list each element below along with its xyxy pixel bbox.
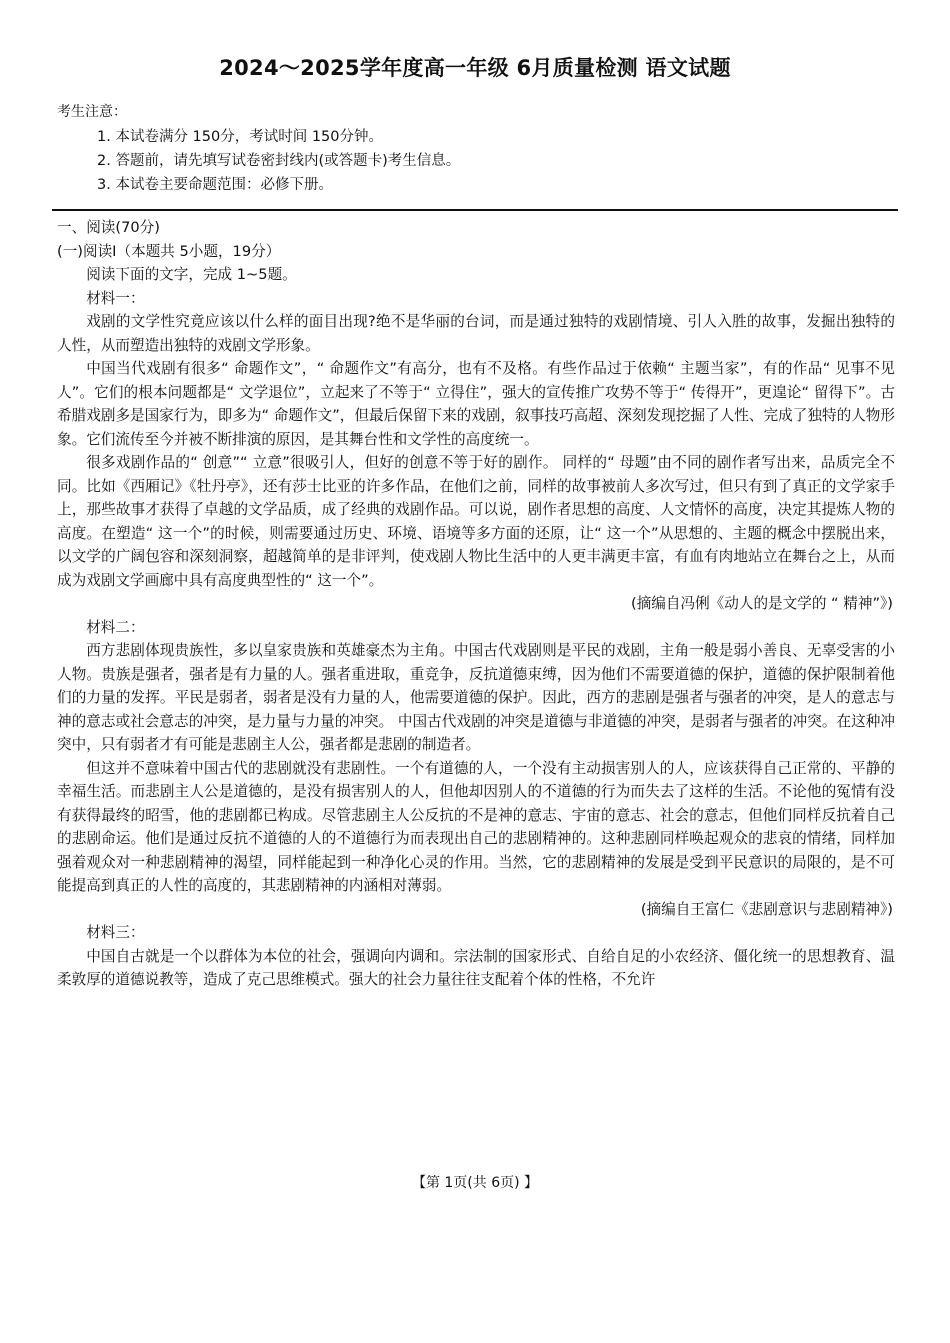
material-3-label: 材料三：: [86, 924, 145, 941]
section-heading: 一、阅读(70分): [57, 219, 160, 236]
material-2-label: 材料二：: [86, 618, 145, 636]
material-1-label: 材料一：: [86, 289, 145, 307]
paragraph: 但这并不意味着中国古代的悲剧就没有悲剧性。一个有道德的人，一个没有主动损害别人的人，应该获得自己正常的、平静的幸福生活。而悲剧主人公是道德的，是没有损害别人的人，但他却因别人的不道德的行为而失去了这样的生活。不论他的冤情有没有获得最终的昭雪，他的悲剧都已构成。尽管悲剧主人公反抗的不是神的意志、宇宙的意志、社会的意志，但他们同样反抗着自己的悲剧命运。他们是通过反抗不道德的人的不道德行为而表现出自己的悲剧精神的。这种悲剧同样唤起观众的悲哀的情绪，同样加强着观众对一种悲剧精神的渴望，同样能起到一种净化心灵的作用。当然，它的悲剧精神的发展是受到平民意识的局限的，是不可能提高到真正的人性的高度的，其悲剧精神的内涵相对薄弱。: [57, 759, 895, 894]
material-1-source: (摘编自冯俐《动人的是文学的 “ 精神”》): [631, 595, 893, 612]
paragraph: 中国自古就是一个以群体为本位的社会，强调向内调和。宗法制的国家形式、自给自足的小农经济、僵化统一的思想教育、温柔敦厚的道德说教等，造成了克己思维模式。强大的社会力量往往支配着个体的性格，不允许: [57, 947, 895, 988]
paragraph: 西方悲剧体现贵族性，多以皇家贵族和英雄豪杰为主角。中国古代戏剧则是平民的戏剧，主角一般是弱小善良、无辜受害的小人物。贵族是强者，强者是有力量的人。强者重进取，重竞争，反抗道德束缚，因为他们不需要道德的保护，道德的保护限制着他们的力量的发挥。平民是弱者，弱者是没有力量的人，他需要道德的保护。因此，西方的悲剧是强者与强者的冲突，是人的意志与神的意志或社会意志的冲突，是力量与力量的冲突。 中国古代戏剧的冲突是道德与非道德的冲突，是弱者与强者的冲突。在这种冲突中，只有弱者才有可能是悲剧主人公，强者都是悲剧的制造者。: [57, 642, 895, 753]
paragraph: 中国当代戏剧有很多“ 命题作文”，“ 命题作文”有高分，也有不及格。有些作品过于依赖“ 主题当家”，有的作品“ 见事不见人”。它们的根本问题都是“ 文学退位”，立起来了不等于“ 立得住”，强大的宣传推广攻势不等于“ 传得开”，更遑论“ 留得下”。古希腊戏剧多是国家行为，即多为“ 命题作文”，但最后保留下来的戏剧，叙事技巧高超、深刻发现挖掘了人性、完成了独特的人物形象。它们流传至今并被不断排演的原因，是其舞台性和文学性的高度统一。: [57, 360, 895, 448]
sub-section-heading: (一)阅读Ⅰ（本题共 5小题，19分）: [57, 242, 281, 260]
material-2-source: (摘编自王富仁《悲剧意识与悲剧精神》): [640, 900, 893, 918]
notice-list: [97, 125, 460, 197]
paragraph: 很多戏剧作品的“ 创意”“ 立意”很吸引人，但好的创意不等于好的剧作。 同样的“ 母题”由不同的剧作者写出来，品质完全不同。比如《西厢记》《牡丹亭》，还有莎士比亚的许多作品，在他们之前，同样的故事被前人多次写过，但只有到了真正的文学家手上，那些故事才获得了卓越的文学品质，成了经典的戏剧作品。可以说，剧作者思想的高度、人文情怀的高度，决定其提炼人物的高度。在塑造“ 这一个”的时候，则需要通过历史、环境、语境等多方面的还原，让“ 这一个”从思想的、主题的概念中摆脱出来，以文学的广阔包容和深刻洞察，超越简单的是非评判，使戏剧人物比生活中的人更丰满更丰富，有血有肉地站立在舞台之上，从而成为戏剧文学画廊中具有高度典型性的“ 这一个”。: [57, 454, 895, 589]
divider-line: [52, 209, 898, 211]
notice-item: 3. 本试卷主要命题范围：必修下册。: [97, 177, 333, 193]
instruction: 阅读下面的文字，完成 1~5题。: [86, 266, 297, 283]
page-footer: 【第 1页(共 6页) 】: [411, 1175, 539, 1191]
notice-heading: 考生注意：: [57, 104, 127, 120]
paragraph: 戏剧的文学性究竟应该以什么样的面目出现?绝不是华丽的台词，而是通过独特的戏剧情境、引人入胜的故事，发掘出独特的人性，从而塑造出独特的戏剧文学形象。: [57, 313, 895, 354]
reading-section: [57, 216, 895, 992]
notice-item: 2. 答题前，请先填写试卷密封线内(或答题卡)考生信息。: [97, 153, 461, 169]
notice-item: 1. 本试卷满分 150分，考试时间 150分钟。: [97, 129, 384, 145]
page-title: 2024～2025学年度高一年级 6月质量检测 语文试题: [219, 56, 731, 80]
